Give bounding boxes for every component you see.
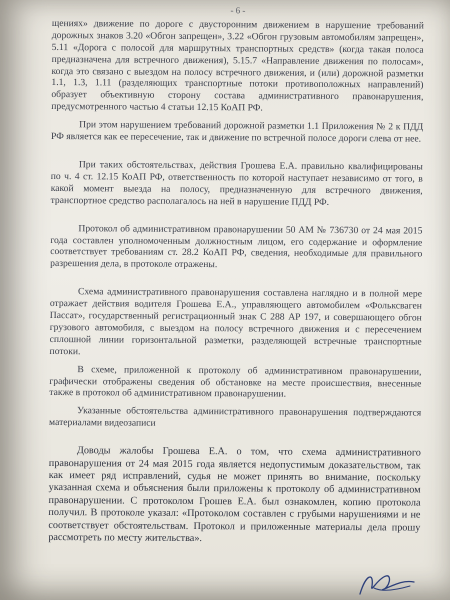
paragraph-scheme: Схема административного правонарушения составлена наглядно и в полной мере отражает действия водителя Грошева Е.А., управляющего автомобилем «Фольксваген Пассат», государственный регистрационный знак С 288 АР 197, и совершающего обгон грузового автомобиля, с выездом на полосу встречного движения и с пересечением сплошной линии горизонтальной разметки, разделяющей встречные транспортные потоки. — [49, 286, 423, 357]
paragraph-complaint-arguments: Доводы жалобы Грошева Е.А. о том, что схема административного правонарушения от 24 мая 2015 года является недопустимым доказательством, так как имеет ряд исправлений, судья не может принять во внимание, поскольку указанная схема и объяснения были приложены к протоколу об административном правонарушении. С протоколом Грошев Е.А. был ознакомлен, копию протокола получил. В протоколе указал: «Протоколом составлен с грубыми нарушениями и не соответствует обстоятельствам. Протокол и приложенные материалы дела прошу рассмотреть по месту жительства». — [48, 445, 421, 545]
paragraph-video: Указанные обстоятельства административного правонарушения подтверждаются материалами видеозаписи — [49, 405, 422, 430]
page-number: - 6 - — [230, 5, 246, 16]
paragraph-qualification: При таких обстоятельствах, действия Грошева Е.А. правильно квалифицированы по ч. 4 ст. 12.15 КоАП РФ, ответственность по которой наступает независимо от того, в какой момент выезда на полосу, предназначенную для встречного движения, транспортное средство располагалось на ней в нарушение ПДД РФ. — [50, 159, 423, 208]
document-sheet — [48, 4, 424, 600]
handwritten-signature — [352, 568, 422, 598]
paragraph-scheme-annex: В схеме, приложенной к протоколу об административном правонарушении, графически отображены сведения об обстановке на месте происшествия, внесенные также в протокол об административном правонарушении. — [49, 363, 422, 401]
paragraph-marking-violation: При этом нарушением требований дорожной разметки 1.1 Приложения № 2 к ПДД РФ является как ее пересечение, так и движение по встречной полосе дороги слева от нее. — [51, 119, 424, 145]
paragraph-continuation: щениях» движение по дороге с двусторонним движением в нарушение требований дорожных знаков 3.20 «Обгон запрещен», 3.22 «Обгон грузовым автомобилям запрещен», 5.11 «Дорога с полосой для маршрутных транспортных средств» (когда такая полоса предназначена для встречного движения), 5.15.7 «Направление движения по полосам», когда это связано с выездом на полосу встречного движения, и (или) дорожной разметки 1.1, 1.3, 1.11 (разделяющих транспортные потоки противоположных направлений) образует объективную сторону состава административного правонарушения, предусмотренного частью 4 статьи 12.15 КоАП РФ. — [51, 17, 424, 114]
paragraph-protocol: Протокол об административном правонарушении 50 АМ № 736730 от 24 мая 2015 года составлен уполномоченным должностным лицом, его содержание и оформление соответствует требованиям ст. 28.2 КоАП РФ, сведения, необходимые для правильного разрешения дела, в протоколе отражены. — [50, 222, 423, 271]
